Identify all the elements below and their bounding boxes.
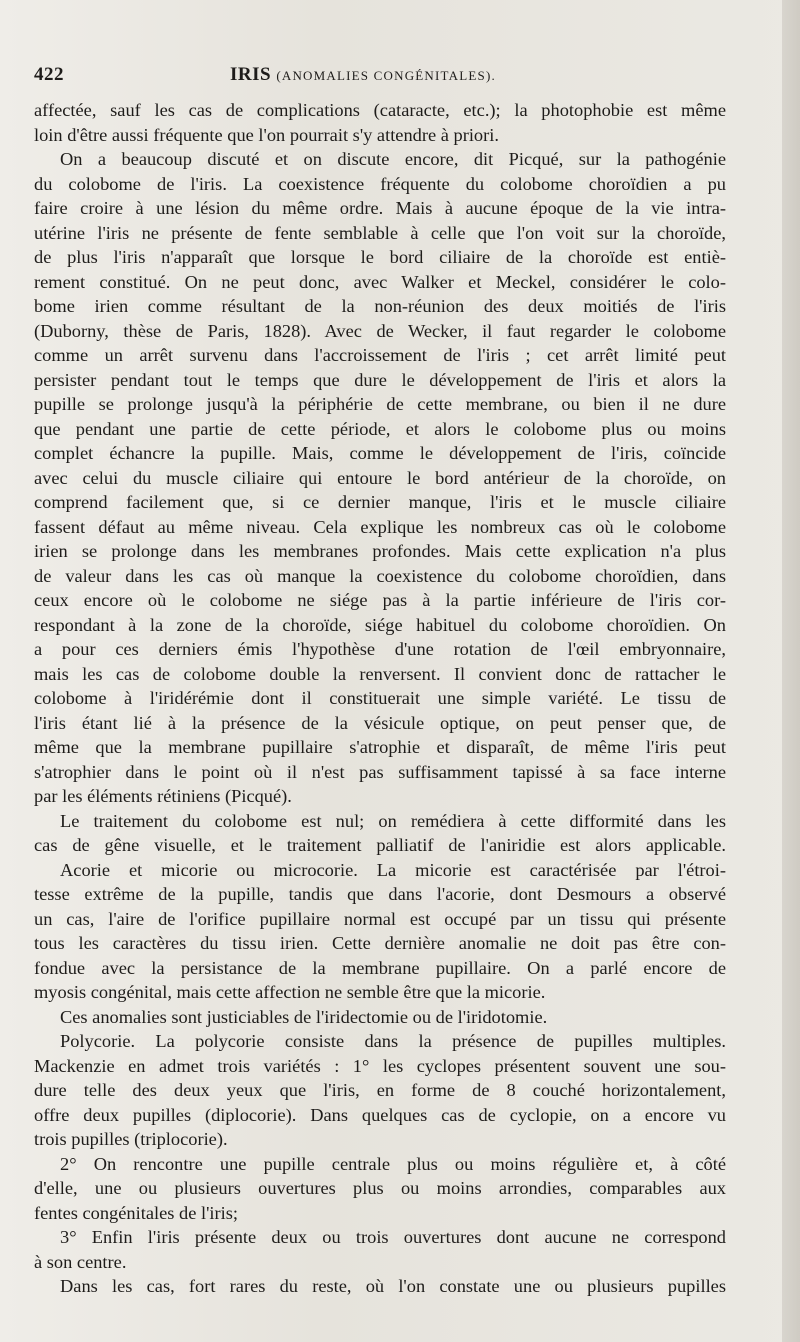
text-line: loin d'être aussi fréquente que l'on pourrait s'y attendre à priori. <box>34 124 499 145</box>
running-title-sub: (ANOMALIES CONGÉNITALES). <box>276 68 496 83</box>
text-line: de plus l'iris n'apparaît que lorsque le bord ciliaire de la choroïde est entiè- <box>34 247 726 267</box>
text-line: 2° On rencontre une pupille centrale plus ou moins régulière et, à côté <box>60 1153 726 1174</box>
text-line: Dans les cas, fort rares du reste, où l'on constate une ou plusieurs pupilles <box>60 1276 726 1296</box>
text-line: mais les cas de colobome double la renversent. Il convient donc de rattacher le <box>34 663 726 684</box>
text-line: irien se prolonge dans les membranes profondes. Mais cette explication n'a plus <box>34 541 726 561</box>
text-line: avec celui du muscle ciliaire qui entoure le bord antérieur de la choroïde, on <box>34 467 726 488</box>
text-line: Mackenzie en admet trois variétés : 1° les cyclopes présentent souvent une sou- <box>34 1055 726 1076</box>
text-line: par les éléments rétiniens (Picqué). <box>34 786 292 806</box>
text-line: On a beaucoup discuté et on discute encore, dit Picqué, sur la pathogénie <box>60 149 726 169</box>
text-line: Polycorie. La polycorie consiste dans la présence de pupilles multiples. <box>60 1031 726 1051</box>
text-line: rement constitué. On ne peut donc, avec Walker et Meckel, considérer le colo- <box>34 271 726 292</box>
text-line: dure telle des deux yeux que l'iris, en forme de 8 couché horizontalement, <box>34 1080 726 1100</box>
text-line: Acorie et micorie ou microcorie. La micorie est caractérisée par l'étroi- <box>60 859 726 880</box>
text-line: ceux encore où le colobome ne siége pas à la partie inférieure de l'iris cor- <box>34 590 726 610</box>
text-line: persister pendant tout le temps que dure le développement de l'iris et alors la <box>34 369 726 390</box>
text-line: trois pupilles (triplocorie). <box>34 1129 228 1149</box>
text-line: (Duborny, thèse de Paris, 1828). Avec de Wecker, il faut regarder le colobome <box>34 320 726 341</box>
body-text <box>34 98 726 1299</box>
running-title-main: IRIS <box>230 64 272 85</box>
text-line: Ces anomalies sont justiciables de l'iridectomie ou de l'iridotomie. <box>60 1006 548 1027</box>
text-line: à son centre. <box>34 1251 127 1272</box>
text-line: affectée, sauf les cas de complications (cataracte, etc.); la photophobie est même <box>34 100 726 120</box>
text-line: 3° Enfin l'iris présente deux ou trois ouvertures dont aucune ne correspond <box>60 1227 726 1247</box>
text-line: fentes congénitales de l'iris; <box>34 1202 239 1223</box>
page-spine-shadow <box>782 0 800 1342</box>
text-line: faire croire à une lésion du même ordre. Mais à aucune époque de la vie intra- <box>34 198 726 218</box>
text-line: d'elle, une ou plusieurs ouvertures plus ou moins arrondies, comparables aux <box>34 1178 726 1198</box>
text-line: de valeur dans les cas où manque la coexistence du colobome choroïdien, dans <box>34 565 726 586</box>
text-line: Le traitement du colobome est nul; on remédiera à cette difformité dans les <box>60 810 726 831</box>
page-number: 422 <box>34 64 64 85</box>
text-line: tesse extrême de la pupille, tandis que dans l'acorie, dont Desmours a observé <box>34 884 726 904</box>
text-line: complet échancre la pupille. Mais, comme le développement de l'iris, coïncide <box>34 443 726 463</box>
running-title <box>230 64 496 86</box>
text-line: comprend facilement que, si ce dernier manque, l'iris et le muscle ciliaire <box>34 492 726 512</box>
text-line: fondue avec la persistance de la membrane pupillaire. On a parlé encore de <box>34 957 726 978</box>
text-line: myosis congénital, mais cette affection ne semble être que la micorie. <box>34 982 546 1002</box>
text-line: bome irien comme résultant de la non-réunion des deux moitiés de l'iris <box>34 296 726 316</box>
text-line: comme un arrêt survenu dans l'accroissement de l'iris ; cet arrêt limité peut <box>34 345 726 365</box>
text-line: cas de gêne visuelle, et le traitement palliatif de l'aniridie est alors applicable. <box>34 835 726 855</box>
text-line: un cas, l'aire de l'orifice pupillaire normal est occupé par un tissu qui présente <box>34 908 726 929</box>
text-line: respondant à la zone de la choroïde, siége habituel du colobome choroïdien. On <box>34 614 726 635</box>
text-line: tous les caractères du tissu irien. Cette dernière anomalie ne doit pas être con- <box>34 933 726 953</box>
text-line: que pendant une partie de cette période, et alors le colobome plus ou moins <box>34 418 726 439</box>
text-line: même que la membrane pupillaire s'atrophie et disparaît, de même l'iris peut <box>34 737 726 757</box>
text-line: colobome à l'iridérémie dont il constituerait une simple variété. Le tissu de <box>34 688 726 708</box>
running-header <box>34 64 734 94</box>
text-line: pupille se prolonge jusqu'à la périphérie de cette membrane, ou bien il ne dure <box>34 394 726 414</box>
text-line: offre deux pupilles (diplocorie). Dans quelques cas de cyclopie, on a encore vu <box>34 1104 726 1125</box>
text-line: l'iris étant lié à la présence de la vésicule optique, on peut penser que, de <box>34 712 726 733</box>
text-line: fassent défaut au même niveau. Cela explique les nombreux cas où le colobome <box>34 516 726 537</box>
text-line: a pour ces derniers émis l'hypothèse d'une rotation de l'œil embryonnaire, <box>34 639 726 659</box>
text-line: s'atrophier dans le point où il n'est pas suffisamment tapissé à sa face interne <box>34 761 726 782</box>
text-line: utérine l'iris ne présente de fente semblable à celle que l'on voit sur la choroïde, <box>34 222 726 243</box>
text-line: du colobome de l'iris. La coexistence fréquente du colobome choroïdien a pu <box>34 173 726 194</box>
